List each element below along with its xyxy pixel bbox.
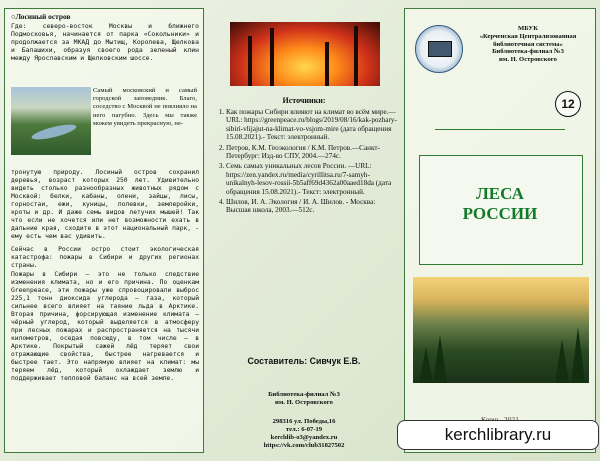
park-paragraph: тронутую природу. Лосиный остров сохранил деревья, возраст которых 250 лет. Удивительно видеть столько разнообразных животных рядом с Москвой: белки, кабаны, олени, зайцы, лисы, горностаи, ежи, куницы, полевки, землеройки, кроты и др. И даже семь видов летучих мышей! Так что если не хочется или нет возможности ехать в дальние края, сходите в этот национальный парк, - ему есть чем вас удивить.	[11, 169, 199, 240]
org-line: Библиотека-филиал №3	[492, 48, 564, 56]
library-block	[210, 391, 398, 407]
org-line: им. Н. Островского	[499, 56, 557, 64]
left-panel	[4, 8, 204, 453]
source-item: 4. Шилов, И. А. Экология / И. А. Шилов. - Москва: Высшая школа, 2003.—512с.	[226, 198, 398, 215]
source-item: 2. Петров, К.М. Геоэкология / К.М. Петров.—Санкт-Петербург: Изд-во СПУ, 2004.—274с.	[226, 144, 398, 161]
divider	[435, 129, 565, 130]
website-link[interactable]: kerchlibrary.ru	[397, 420, 599, 450]
organization-header	[463, 25, 593, 64]
vk-link: https://vk.com/club31827502	[263, 442, 345, 449]
forest-fire-photo	[230, 22, 380, 86]
tree-silhouette	[248, 36, 252, 86]
section-heading: ○Лосиный остров	[11, 12, 71, 21]
email: kerchlib-o3@yandex.ru	[270, 434, 338, 441]
cover-panel	[404, 8, 596, 453]
fires-paragraph: Пожары в Сибири — это не только следствие изменения климата, но и его причина. По оценкам Greenpeace, эти пожары уже спровоцировали выброс 225,1 тонн диоксида углерода — газа, который сильнее всего влияет на таяние льда в Арктике. Вторая причина, форсирующая изменение климата — чёрный углерод, который выделяется в атмосферу при лесных пожарах и распространяется на тысячи километров, оседая повсюду, в том числе — в Арктике. Покрытый сажей лёд теряет свои отражающие свойства, быстрее нагревается и быстрее тает. Это напрямую влияет на климат: мы теряем лёд, который охлаждает землю и поддерживает тепловой баланс на всей земле.	[11, 271, 199, 382]
tree-silhouette	[270, 28, 274, 86]
author-line: Составитель: Сивчук Е.В.	[247, 356, 361, 366]
middle-panel	[210, 8, 398, 453]
org-line: МБУК	[518, 25, 538, 32]
contacts-block	[210, 418, 398, 450]
pine-silhouette	[555, 339, 569, 383]
library-name: Библиотека-филиал №3	[268, 391, 340, 398]
forest-aerial-photo	[11, 87, 91, 155]
intro-paragraph: Где: северо-восток Москвы и ближнего Подмосковья, начинается от парка «Сокольники» и продолжается за МКАД до Мытищ, Королева, Щелкова и Балашихи, образуя своего рода зеленый клин между Ярославским и Щелковским шоссе.	[11, 22, 199, 62]
org-line: «Керченская Централизованная	[479, 32, 577, 40]
issue-number-badge: 12	[555, 91, 581, 117]
org-line: библиотечная система»	[493, 40, 563, 48]
library-subname: им. Н. Островского	[275, 399, 333, 406]
title-line: ЛЕСА	[476, 184, 524, 203]
tree-silhouette	[354, 26, 358, 86]
pine-silhouette	[433, 335, 447, 383]
pine-silhouette	[419, 347, 433, 383]
pine-silhouette	[571, 327, 585, 383]
sources-list	[210, 108, 398, 217]
library-logo-icon	[415, 25, 463, 73]
computer-icon	[428, 41, 452, 57]
ecology-paragraph: Сейчас в России остро стоит экологическая катастрофа: пожары в Сибири и других регионах страны.	[11, 246, 199, 269]
address: 298316 ул. Победы,16	[272, 418, 336, 425]
source-item: 3. Семь самых уникальных лесов России. —URL: https://zen.yandex.ru/media/cyrillitsa.ru/7-samyh-unikalnyh-lesov-rossii-5b5aff69d4362a00aaed18da (дата обращения 15.08.2021).- Текст: электронный.	[226, 162, 398, 196]
main-title	[420, 184, 580, 224]
tree-silhouette	[325, 42, 329, 86]
park-description: Самый московский и самый городской заповедник. Благо, соседство с Москвой не повлияло на него пагубно. Здесь мы также можем увидеть прекрасную, не-	[93, 87, 197, 127]
forest-landscape-photo	[413, 277, 589, 383]
source-item: 1. Как пожары Сибири влияют на климат во всём мире.—URL: https://greenpeace.ru/blogs/2019/08/16/kak-pozhary-sibiri-vlijajut-na-klimat-vo-vsjom-mire (дата обращения 15.08.2021).- Текст: электронный.	[226, 108, 398, 142]
sources-title: Источники:	[282, 96, 326, 105]
river-shape	[30, 122, 77, 143]
title-box	[419, 155, 583, 265]
title-line: РОССИИ	[462, 204, 538, 223]
phone: тел.: 6-07-19	[285, 426, 323, 433]
